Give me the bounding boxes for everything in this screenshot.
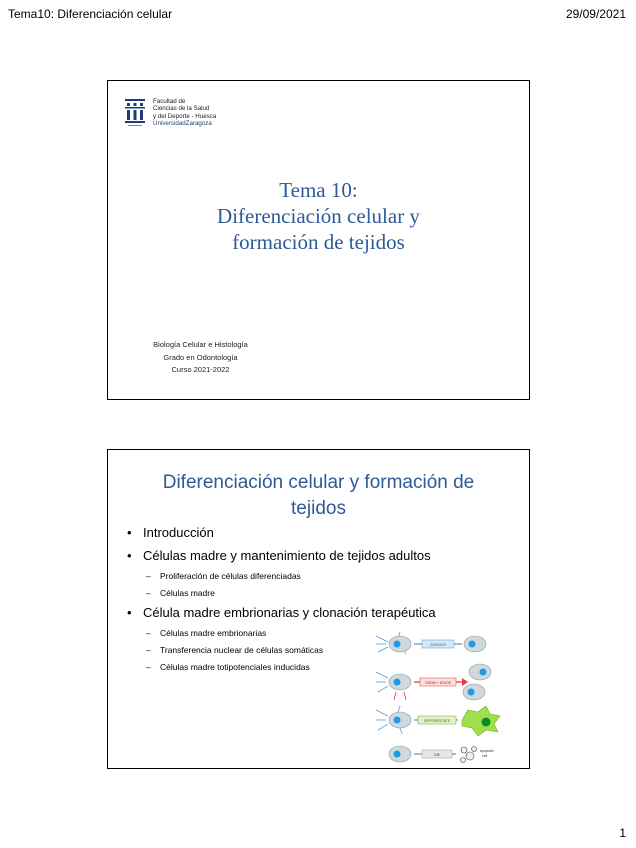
course-info: Biología Celular e Histología Grado en Odontología Curso 2021-2022 (153, 340, 248, 374)
sub-bullet-item: – Células madre totipotenciales inducidas (124, 662, 524, 673)
faculty-name: Facultad de Ciencias de la Salud y del Deporte - Huesca UniversidadZaragoza (153, 98, 217, 127)
bullet-item: • Introducción (124, 525, 524, 541)
slide-2 (107, 449, 530, 769)
bullet-item: • Células madre y mantenimiento de tejidos adultos (124, 548, 524, 564)
cell-fate-diagram (370, 630, 518, 766)
slide-1-title: Tema 10: Diferenciación celular y formación de tejidos (217, 178, 420, 254)
sub-bullet-item: – Células madre (124, 588, 524, 599)
page-number: 1 (619, 826, 626, 840)
sub-bullet-item: – Transferencia nuclear de células somáticas (124, 645, 524, 656)
label-differentiate: DIFFERENTIATE (423, 718, 451, 723)
label-grow-divide: GROW + DIVIDE (424, 680, 452, 685)
label-apoptotic-cell: cell (482, 754, 488, 758)
slide-1 (107, 80, 530, 400)
label-apoptotic: apoptotic (480, 749, 494, 753)
header-date: 29/09/2021 (565, 7, 626, 21)
label-die: DIE (434, 752, 440, 757)
header-title: Tema10: Diferenciación celular (8, 7, 173, 21)
slide-2-title: Diferenciación celular y formación de tejidos (162, 472, 475, 519)
sub-bullet-item: – Proliferación de células diferenciadas (124, 571, 524, 582)
label-survive: SURVIVE (430, 642, 446, 647)
sub-bullet-item: – Células madre embrionarias (124, 628, 524, 639)
bullet-item: • Célula madre embrionarias y clonación terapéutica (124, 605, 524, 621)
university-logo (123, 98, 147, 128)
university-name: UniversidadZaragoza (153, 119, 212, 127)
